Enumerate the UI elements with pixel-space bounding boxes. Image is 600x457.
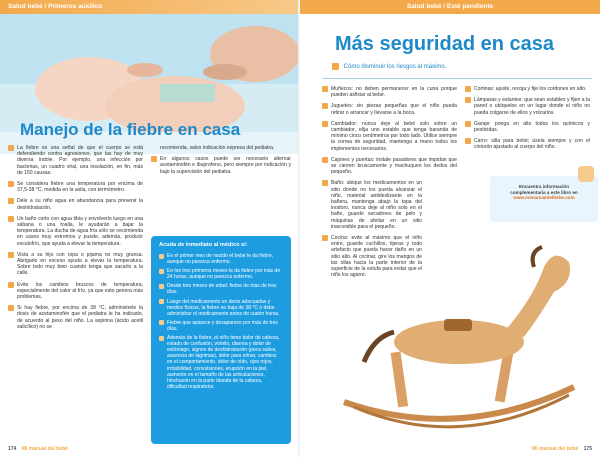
see-doctor-item: Además de la fiebre, el niño tiene dolor de cabeza, estado de confusión, vómito, diarrea y dolor de estómago, signos de deshidratación (poca saliva, ausencia de lágrimas), dolor para orinar, cambios en el comportamiento, dolor de oído, ojos rojos, irritabilidad, convulsiones, erupción en la piel, aumento en el tamaño de las articulaciones, hinchazón en la parte blanda de la cabeza, dificultad respiratoria. <box>159 335 283 390</box>
subtitle: Cómo disminuir los riesgos al máximo. <box>332 63 446 70</box>
bullet-icon <box>8 305 14 311</box>
fever-paragraph: Un baño corto con agua tibia y envolverlo luego en una sábana o una toalla, le ayudarán a bajar la temperatura. La ducha de agua fría sólo se recomienda en casos muy extremos y puede, además, producir escalofrío, que ayuda a elevar la temperatura. <box>8 216 143 247</box>
safety-item: Cambiador: nunca deje al bebé solo sobre un cambiador, elija uno estable que tenga baranda de mínimo cinco centímetros por todo lado. Utilice siempre la correa de seguridad, mantenga a mano todos los implementos necesarios. <box>322 121 457 152</box>
see-doctor-item: En los tres primeros meses le da fiebre por más de 24 horas, aunque no parezca enfermo. <box>159 268 283 280</box>
divider <box>322 78 592 79</box>
bullet-icon <box>159 269 164 274</box>
left-footer <box>8 446 68 452</box>
fever-paragraph: En algunos casos puede ser necesario alternar acetaminofén e ibuprofeno, pero siempre por indicación y bajo la supervisión del pediatra. <box>151 156 291 175</box>
bullet-icon <box>322 103 328 109</box>
bullet-icon <box>159 320 164 325</box>
right-footer <box>532 446 592 452</box>
bullet-icon <box>8 252 14 258</box>
safety-item: Muñecos: no deben permanecer en la cuna porque pueden asfixiar al bebé. <box>322 86 457 98</box>
bullet-icon <box>322 235 328 241</box>
safety-item: Cortinas: ajuste, recoja y fije los cordones en alto. <box>465 86 590 92</box>
bullet-icon <box>465 121 471 127</box>
bullet-icon <box>322 86 328 92</box>
fever-text-column-2 <box>151 145 291 180</box>
bullet-icon <box>8 216 14 222</box>
bullet-icon <box>8 198 14 204</box>
bullet-icon <box>159 299 164 304</box>
safety-item: Cajones y puertas: instale pasadores que impidan que se cierren bruscamente y machuquen los dedos del pequeño. <box>322 157 457 176</box>
website-link[interactable]: www.mimanualdelbebe.com <box>513 195 575 201</box>
see-doctor-box <box>151 236 291 444</box>
bullet-icon <box>465 86 471 92</box>
right-page <box>300 0 600 457</box>
bullet-icon <box>151 156 157 162</box>
fever-paragraph: Evite los cambios bruscos de temperatura, especialmente del calor al frío, ya que esto genera más problemas. <box>8 282 143 301</box>
right-page-title: Más seguridad en casa <box>335 33 554 55</box>
see-doctor-title: Acuda de inmediato al médico si: <box>159 242 248 248</box>
bullet-icon <box>465 97 471 103</box>
mascot-icon <box>578 166 594 182</box>
fever-paragraph: Si hay fiebre, por encima de 38 °C, administrele la dosis de acetaminofén que el pediatra le ha indicado, de acuerdo al peso del niño. La aspirina (ácido acetil salicílico) no se <box>8 305 143 330</box>
see-doctor-item: Luego del medicamento en dosis adecuadas y medios físicos, la fiebre no baja de 38 °C o debe administrar el medicamento antes de cuatro horas. <box>159 299 283 317</box>
page-number: 175 <box>583 446 592 452</box>
fever-paragraph: La fiebre es una señal de que el cuerpo se está defendiendo contra agresiones, que las hay de muy diversa índole. Por ejemplo, una infección por bacterias, un cuadro viral, una insolación, en fin, más de 150 causas. <box>8 145 143 176</box>
bullet-icon <box>322 121 328 127</box>
safety-column-2 <box>465 86 590 156</box>
bullet-icon <box>8 145 14 151</box>
bullet-icon <box>8 282 14 288</box>
bullet-icon <box>159 284 164 289</box>
safety-item: Garaje: ponga en alto todos los químicos y pesticidas. <box>465 121 590 133</box>
left-page-title: Manejo de la fiebre en casa <box>20 120 241 139</box>
safety-item: Cocina: evite al máximo que el niño entre, guarde cuchillos, tijeras y todo artefacto que pueda hacer daño en un sitio alto. Al cocinar, gire los mangos de las ollas hacia la parte interior de la superficie de la estufa para evitar que el niño los agarre. <box>322 235 422 278</box>
bullet-icon <box>159 336 164 341</box>
fever-text-column <box>8 145 143 335</box>
right-header-label: Salud bebé / Esté pendiente <box>406 3 494 10</box>
page-number: 174 <box>8 446 17 452</box>
safety-item: Carro: silla para bebé; úsela siempre y con el cinturón ajustado al cuerpo del niño. <box>465 138 590 150</box>
fever-paragraph: Vista a su hijo con ropa o pijama no muy gruesa. Abrigarlo en exceso ayuda a elevar la temperatura. Sobre todo muy bien cuando tenga que sacarlo a la calle. <box>8 252 143 277</box>
rocking-horse-icon <box>334 237 584 437</box>
safety-item: Juguetes: sin piezas pequeñas que el niño pueda retirar o arrancar y llevarse a la boca. <box>322 103 457 115</box>
rocking-horse-image <box>334 237 584 437</box>
subtitle-icon <box>332 63 339 70</box>
footer-brand: Mi manual del bebé <box>21 446 68 452</box>
footer-brand: Mi manual del bebé <box>532 446 579 452</box>
see-doctor-item: Desde tres meses de edad: fiebre de más de tres días. <box>159 283 283 295</box>
fever-paragraph: Se considera fiebre una temperatura por encima de 37,5-38 °C, medida en la axila, con termómetro. <box>8 181 143 193</box>
safety-item: Lámparas y estantes: que sean estables y fijen a la pared o ubíquelos en un lugar donde el niño no pueda colgarse de ellos y volcarlos. <box>465 97 590 116</box>
left-header-label: Salud bebé / Primeros auxilios <box>8 3 103 10</box>
bullet-icon <box>159 254 164 259</box>
bullet-icon <box>465 138 471 144</box>
website-note: Encuentra información complementaria a este libro en www.mimanualdelbebe.com <box>490 176 598 222</box>
see-doctor-item: Fiebre que aparece y desaparece por más de tres días. <box>159 320 283 332</box>
left-header-band <box>0 0 300 14</box>
bullet-icon <box>322 157 328 163</box>
fever-paragraph: Dele a su niño agua en abundancia para prevenir la deshidratación. <box>8 198 143 210</box>
see-doctor-item: En el primer mes de nacido el bebé le da fiebre, aunque no parezca enfermo. <box>159 253 283 265</box>
fever-paragraph: recomienda, salvo indicación expresa del pediatra. <box>160 145 275 151</box>
bullet-icon <box>8 181 14 187</box>
bullet-icon <box>322 180 328 186</box>
right-header-band <box>300 0 600 14</box>
safety-item: Baño: ubique los medicamentos en un sitio donde no los pueda alcanzar el niño, material antideslizante en la bañera, mantenga abajo la tapa del inodoro, nunca deje al niño solo en el baño, guarde secadores de pelo y máquinas de afeitar en un sitio inaccesible para el pequeño. <box>322 180 422 230</box>
